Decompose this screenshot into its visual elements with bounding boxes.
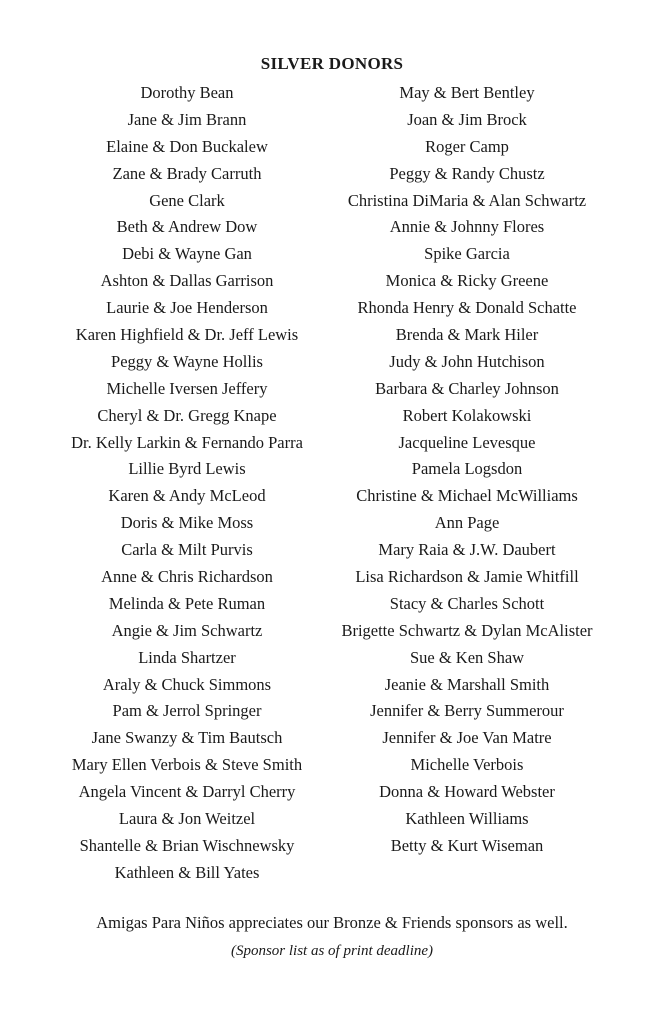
donor-name: Donna & Howard Webster	[379, 782, 555, 802]
donor-name: Betty & Kurt Wiseman	[390, 835, 544, 855]
donor-name: Brenda & Mark Hiler	[395, 325, 539, 345]
donor-name: Roger Camp	[425, 136, 509, 156]
donor-name: Judy & John Hutchison	[389, 351, 545, 371]
appreciation-note: Amigas Para Niños appreciates our Bronze & Friends sponsors as well.	[96, 913, 568, 932]
donor-name: Beth & Andrew Dow	[116, 217, 258, 237]
donor-name: Jennifer & Joe Van Matre	[382, 728, 552, 748]
donor-name: Ashton & Dallas Garrison	[100, 271, 274, 291]
donor-name: Melinda & Pete Ruman	[108, 593, 266, 613]
section-heading: SILVER DONORS	[260, 54, 404, 73]
donor-name: Stacy & Charles Schott	[389, 593, 545, 613]
donor-name: Barbara & Charley Johnson	[375, 378, 559, 398]
donor-name: Zane & Brady Carruth	[112, 163, 262, 183]
donor-name: Jacqueline Levesque	[398, 432, 536, 452]
donor-name: Ann Page	[434, 513, 500, 533]
donor-name: Laurie & Joe Henderson	[106, 298, 268, 318]
donor-name: Monica & Ricky Greene	[385, 271, 549, 291]
donor-name: Joan & Jim Brock	[407, 109, 527, 129]
donor-name: Doris & Mike Moss	[120, 513, 254, 533]
donor-name: Jane & Jim Brann	[127, 109, 247, 129]
donor-name: Spike Garcia	[424, 244, 510, 264]
donor-name: Jeanie & Marshall Smith	[384, 674, 550, 694]
donor-name: Cheryl & Dr. Gregg Knape	[97, 405, 277, 425]
donor-name: Linda Shartzer	[138, 647, 236, 667]
donor-name: Lillie Byrd Lewis	[128, 459, 246, 479]
donor-name: Araly & Chuck Simmons	[102, 674, 272, 694]
sponsor-footnote: (Sponsor list as of print deadline)	[230, 943, 434, 959]
donor-name: Kathleen & Bill Yates	[114, 862, 260, 882]
donor-name: Lisa Richardson & Jamie Whitfill	[355, 567, 579, 587]
donor-name: Robert Kolakowski	[402, 405, 532, 425]
donor-name: Pamela Logsdon	[411, 459, 523, 479]
donor-name: Dorothy Bean	[140, 83, 234, 102]
donor-list-left	[52, 80, 322, 887]
donor-name: Kathleen Williams	[405, 809, 529, 829]
donor-name: Annie & Johnny Flores	[389, 217, 545, 237]
donor-name: Gene Clark	[149, 190, 225, 210]
donor-name: Peggy & Wayne Hollis	[111, 351, 263, 371]
donor-name: Shantelle & Brian Wischnewsky	[79, 835, 295, 855]
donor-name: Mary Raia & J.W. Daubert	[378, 540, 556, 560]
donor-name: Angela Vincent & Darryl Cherry	[78, 782, 296, 802]
donor-name: Elaine & Don Buckalew	[106, 136, 268, 156]
donor-list-right	[326, 80, 608, 860]
donor-name: Peggy & Randy Chustz	[389, 163, 545, 183]
donor-name: Dr. Kelly Larkin & Fernando Parra	[71, 432, 303, 452]
donor-name: Christina DiMaria & Alan Schwartz	[347, 190, 587, 210]
donor-name: Jane Swanzy & Tim Bautsch	[91, 728, 283, 748]
donor-name: May & Bert Bentley	[399, 83, 535, 102]
donor-name: Carla & Milt Purvis	[121, 540, 253, 560]
donor-name: Anne & Chris Richardson	[101, 567, 273, 587]
donor-name: Rhonda Henry & Donald Schatte	[357, 298, 577, 318]
donor-name: Christine & Michael McWilliams	[356, 486, 578, 506]
donor-name: Karen & Andy McLeod	[108, 486, 266, 506]
donor-name: Mary Ellen Verbois & Steve Smith	[71, 755, 303, 775]
donor-name: Laura & Jon Weitzel	[118, 809, 256, 829]
donor-name: Karen Highfield & Dr. Jeff Lewis	[75, 325, 299, 345]
donor-name: Debi & Wayne Gan	[122, 244, 252, 264]
donor-name: Pam & Jerrol Springer	[112, 701, 262, 721]
donor-name: Jennifer & Berry Summerour	[370, 701, 564, 721]
donor-name: Angie & Jim Schwartz	[111, 620, 263, 640]
donor-name: Michelle Iversen Jeffery	[106, 378, 268, 398]
donor-name: Brigette Schwartz & Dylan McAlister	[341, 620, 593, 640]
donor-name: Sue & Ken Shaw	[409, 647, 525, 667]
donor-name: Michelle Verbois	[410, 755, 524, 775]
